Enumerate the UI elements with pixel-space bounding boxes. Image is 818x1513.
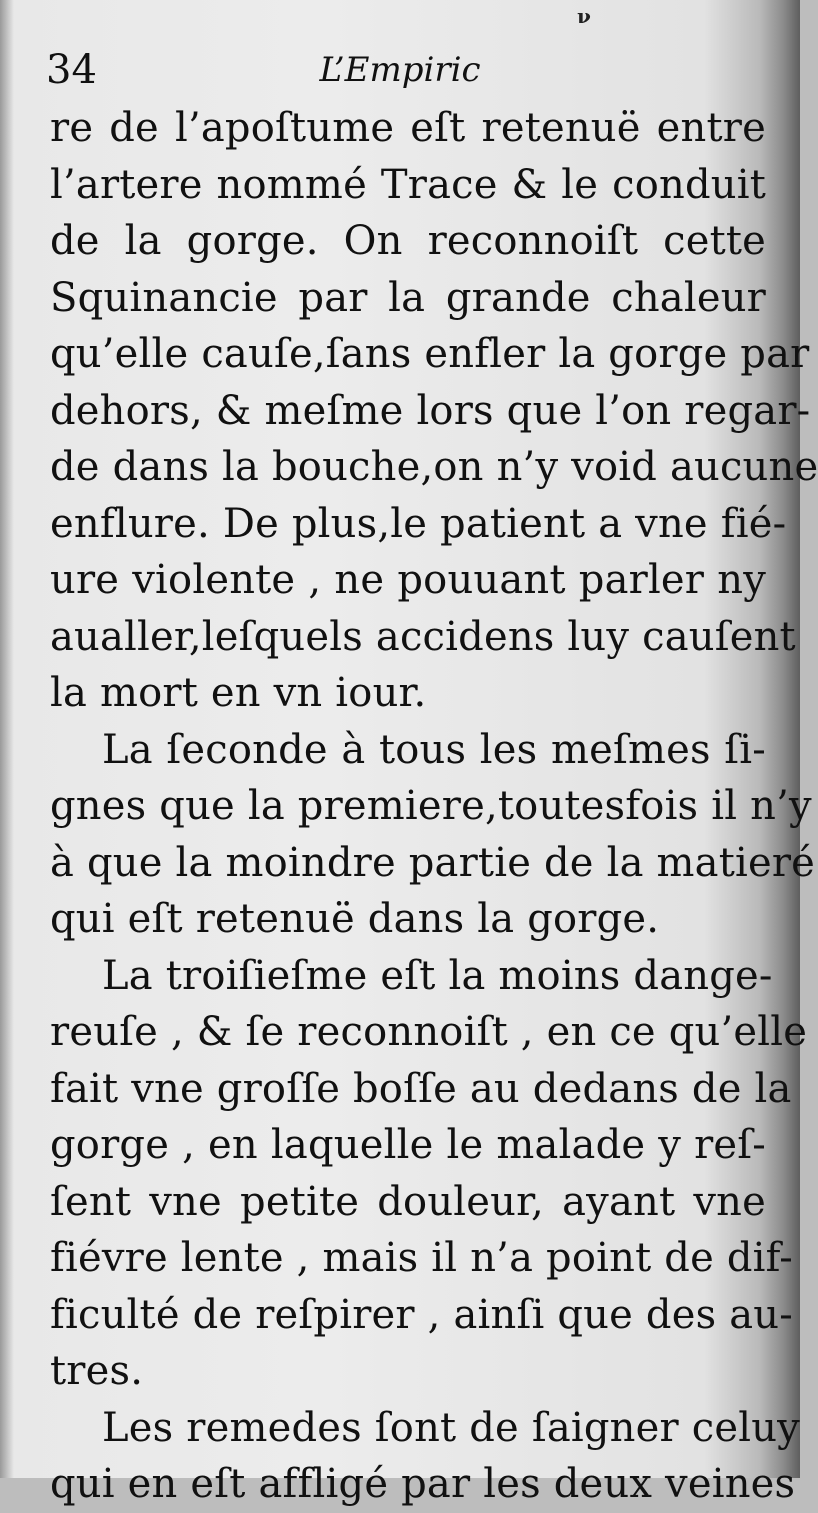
- text-line: qu’elle cauſe,ſans enfler la gorge par: [50, 331, 810, 377]
- text-line: La troiſieſme eſt la moins dange-: [102, 952, 773, 999]
- text-line: aualler,leſquels accidens luy cauſent: [50, 613, 796, 660]
- text-line: gorge , en laquelle le malade y reſ-: [50, 1122, 766, 1168]
- text-line: ſent vne petite douleur, ayant vne: [50, 1178, 766, 1225]
- text-line: ficulté de reſpirer , ainſi que des au-: [50, 1291, 793, 1338]
- text-line: qui en eſt affligé par les deux veines: [50, 1461, 796, 1507]
- text-line: Squinancie par la grande chaleur: [50, 274, 766, 321]
- text-line: ure violente , ne pouuant parler ny: [50, 557, 766, 603]
- text-line: qui eſt retenuë dans la gorge.: [50, 896, 660, 942]
- text-line: tres.: [50, 1348, 144, 1394]
- text-line: Les remedes ſont de ſaigner celuy: [102, 1404, 800, 1451]
- text-line: de dans la bouche,on n’y void aucune: [50, 444, 818, 490]
- text-line: à que la moindre partie de la matieré: [50, 839, 816, 886]
- text-line: gnes que la premiere,toutesfois il n’y: [50, 783, 812, 829]
- text-line: l’artere nommé Trace & le conduit: [50, 161, 766, 208]
- text-line: de la gorge. On reconnoiſt cette: [50, 218, 766, 264]
- page-number: 34: [46, 47, 97, 93]
- text-line: fait vne groſſe boſſe au dedans de la: [50, 1065, 792, 1112]
- text-line: dehors, & meſme lors que l’on regar-: [50, 387, 811, 434]
- text-line: la mort en vn iour.: [50, 670, 427, 716]
- text-line: La ſeconde à tous les meſmes ſi-: [102, 726, 766, 773]
- body-text: [50, 100, 818, 1513]
- page-header: [40, 44, 760, 96]
- running-title: L’Empiric: [319, 50, 481, 90]
- text-line: fiévre lente , mais il n’a point de dif-: [50, 1235, 793, 1281]
- text-line: re de l’apoſtume eſt retenuë entre: [50, 105, 766, 151]
- top-mark: ν: [577, 4, 591, 28]
- text-line: reuſe , & ſe reconnoiſt , en ce qu’elle: [50, 1009, 808, 1055]
- text-line: enflure. De plus,le patient a vne fié-: [50, 500, 787, 547]
- page-gutter-shadow: [0, 0, 14, 1478]
